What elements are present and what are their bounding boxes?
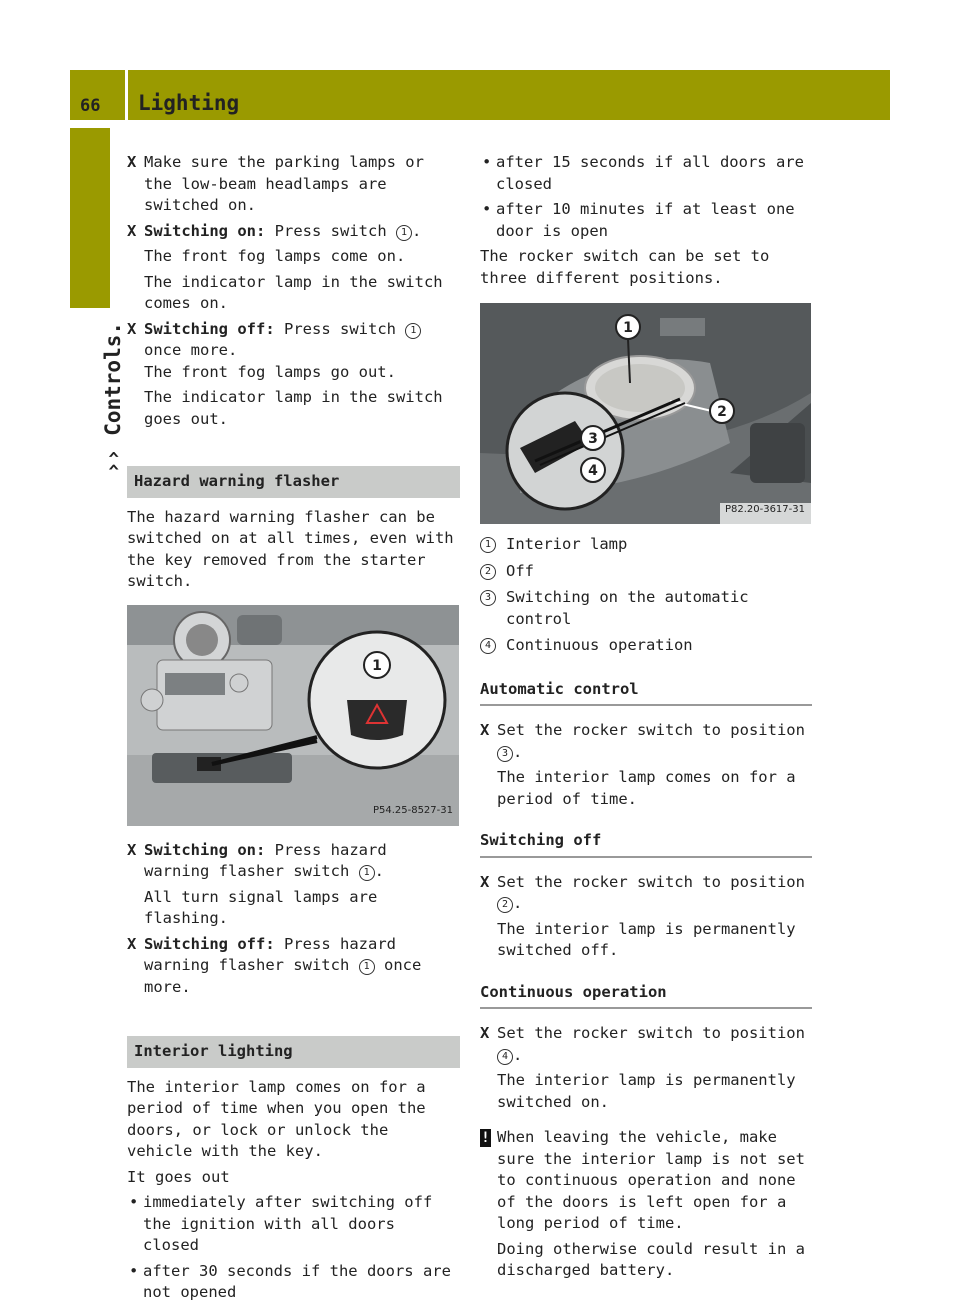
- step-result: The interior lamp is permanently switched on.: [497, 1071, 796, 1111]
- side-tab-bar: [70, 128, 110, 308]
- subheading-continuous: Continuous operation: [480, 982, 812, 1010]
- callout-2-label: 2: [717, 404, 727, 420]
- bullet-icon: •: [482, 200, 492, 218]
- interior-lamp-image: [480, 303, 811, 524]
- interior-lamp-illustration: [480, 303, 811, 524]
- section-heading-hazard: Hazard warning flasher: [127, 466, 460, 498]
- callout-number-4: 4: [497, 1049, 513, 1065]
- warning-note: ! When leaving the vehicle, make sure the interior lamp is not set to continuous operation and none of the doors is left open for a long period of time.: [481, 1128, 805, 1232]
- list-item: • after 30 seconds if the doors are not opened: [129, 1261, 451, 1301]
- legend-item: 3 Switching on the automatic control: [480, 587, 812, 630]
- legend-item: 2 Off: [480, 561, 812, 583]
- callout-number-4: 4: [480, 638, 496, 654]
- bullet-icon: •: [129, 1193, 139, 1211]
- callout-4-label: 4: [588, 463, 598, 479]
- callout-1-label: 1: [623, 320, 633, 336]
- instruction-step: X Set the rocker switch to position 4 .: [480, 1024, 805, 1064]
- section-heading-interior: Interior lighting: [127, 1036, 460, 1068]
- step-arrow-icon: X: [480, 1024, 490, 1042]
- callout-3-label: 3: [588, 431, 598, 447]
- instruction-step: X Set the rocker switch to position 2 .: [480, 872, 805, 912]
- step-result: The indicator lamp in the switch goes out.: [144, 388, 443, 428]
- left-column: [127, 152, 460, 1308]
- step-result: The front fog lamps come on.: [144, 247, 406, 265]
- bullet-icon: •: [482, 153, 492, 171]
- step-arrow-icon: X: [127, 221, 137, 240]
- legend-item: 1 Interior lamp: [480, 534, 812, 556]
- instruction-step: X Set the rocker switch to position 3 .: [480, 721, 805, 761]
- goes-out-label: It goes out: [127, 1167, 230, 1186]
- callout-number-2: 2: [497, 897, 513, 913]
- hazard-intro: The hazard warning flasher can be switched on at all times, even with the key removed from the starter switch.: [127, 507, 454, 590]
- subheading-switching-off: Switching off: [480, 830, 812, 858]
- instruction-step: X Switching on: Press hazard warning flasher switch 1 .: [127, 840, 387, 880]
- side-tab-label: ›› Controls.: [101, 322, 125, 474]
- step-arrow-icon: X: [127, 934, 137, 953]
- page-number: 66: [80, 96, 101, 116]
- instruction-step: X Switching off: Press switch 1 once more.: [127, 319, 460, 362]
- list-item: • after 15 seconds if all doors are closed: [482, 153, 804, 193]
- step-arrow-icon: X: [127, 840, 137, 859]
- step-arrow-icon: X: [480, 721, 490, 739]
- warning-consequence: Doing otherwise could result in a discharged battery.: [497, 1239, 805, 1279]
- header-separator: [125, 70, 128, 120]
- image-reference-code: P82.20-3617-31: [724, 503, 805, 515]
- step-result: The front fog lamps go out.: [144, 362, 396, 381]
- rocker-intro: The rocker switch can be set to three different positions.: [480, 247, 770, 287]
- callout-number-1: 1: [480, 537, 496, 553]
- callout-1-label: 1: [372, 657, 382, 674]
- step-arrow-icon: X: [127, 153, 137, 171]
- instruction-step: X Switching on: Press switch 1 .: [127, 221, 460, 243]
- bullet-icon: •: [129, 1261, 139, 1280]
- legend-item: 4 Continuous operation: [480, 635, 812, 657]
- callout-number-1: 1: [359, 959, 375, 975]
- dashboard-illustration: [127, 605, 459, 826]
- list-item: • after 10 minutes if at least one door is open: [482, 200, 795, 240]
- instruction-step: X Make sure the parking lamps or the low-beam headlamps are switched on.: [127, 153, 424, 214]
- hazard-switch-image: [127, 605, 459, 826]
- callout-number-3: 3: [497, 746, 513, 762]
- callout-number-2: 2: [480, 564, 496, 580]
- step-result: The interior lamp is permanently switched off.: [497, 919, 796, 959]
- step-arrow-icon: X: [127, 319, 137, 338]
- list-item: • immediately after switching off the ignition with all doors closed: [129, 1193, 433, 1254]
- step-arrow-icon: X: [480, 872, 490, 891]
- image-reference-code: P54.25-8527-31: [372, 805, 453, 816]
- subheading-automatic: Automatic control: [480, 679, 812, 707]
- callout-number-1: 1: [359, 865, 375, 881]
- right-column: [480, 152, 812, 1286]
- callout-number-1: 1: [405, 323, 421, 339]
- warning-icon: !: [481, 1130, 490, 1146]
- instruction-step: X Switching off: Press hazard warning flasher switch 1 once more.: [127, 934, 422, 996]
- callout-number-3: 3: [480, 590, 496, 606]
- page-title: Lighting: [138, 91, 240, 115]
- callout-number-1: 1: [396, 225, 412, 241]
- step-result: The interior lamp comes on for a period of time.: [497, 768, 796, 808]
- interior-intro: The interior lamp comes on for a period of time when you open the doors, or lock or unlock the vehicle with the key.: [127, 1077, 426, 1160]
- step-result: The indicator lamp in the switch comes on.: [144, 272, 443, 312]
- step-result: All turn signal lamps are flashing.: [144, 887, 378, 927]
